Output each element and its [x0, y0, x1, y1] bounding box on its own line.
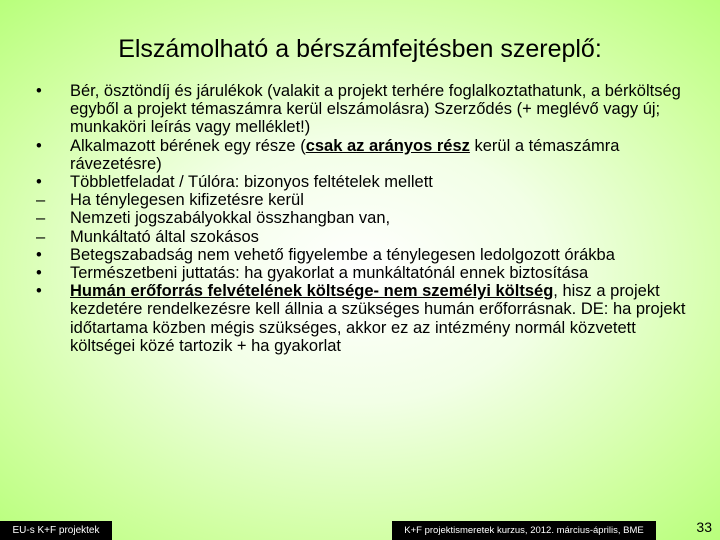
dash-marker: – — [36, 191, 46, 210]
list-item-text: Munkáltató által szokásos — [70, 227, 259, 246]
slide-title: Elszámolható a bérszámfejtésben szereplő: — [118, 35, 602, 63]
dash-marker: – — [36, 209, 46, 228]
bullet-marker: • — [36, 173, 42, 192]
list-item-text: Betegszabadság nem vehető figyelembe a ténylegesen ledolgozott órákba — [70, 245, 615, 264]
footer-label-left: EU-s K+F projektek — [0, 521, 112, 540]
emphasized-text: Humán erőforrás felvételének költsége- nem személyi költség — [70, 282, 554, 301]
bullet-marker: • — [36, 136, 42, 155]
bullet-marker: • — [36, 82, 42, 100]
list-item — [36, 246, 686, 264]
list-item-text: Ha ténylegesen kifizetésre kerül — [70, 191, 304, 210]
bullet-marker: • — [36, 282, 42, 301]
list-item-text: Nemzeti jogszabályokkal összhangban van, — [70, 209, 391, 228]
list-item — [36, 137, 686, 173]
sub-list-item — [36, 209, 686, 227]
list-item-text: Bér, ösztöndíj és járulékok (valakit a projekt terhére foglalkoztathatunk, a bérköltség egyből a projekt témaszámra kerül elszámolásra) Szerződés (+ meglévő vagy új; munkaköri leírás vagy melléklet!) — [70, 82, 681, 137]
list-item-text: kerül a témaszámra rávezetésre) — [70, 136, 620, 173]
bullet-marker: • — [36, 264, 42, 283]
list-item — [36, 264, 686, 282]
list-item-text: Többletfeladat / Túlóra: bizonyos feltételek mellett — [70, 173, 433, 192]
emphasized-text: csak az arányos rész — [305, 136, 470, 155]
slide-content — [36, 82, 686, 355]
dash-marker: – — [36, 227, 46, 246]
list-item — [36, 173, 686, 191]
bullet-marker: • — [36, 245, 42, 264]
sub-list-item — [36, 228, 686, 246]
list-item — [36, 82, 686, 137]
list-item — [36, 282, 686, 355]
list-item-text: Alkalmazott bérének egy része ( — [70, 136, 306, 155]
sub-list-item — [36, 191, 686, 209]
footer-label-right: K+F projektismeretek kurzus, 2012. március-április, BME — [392, 521, 656, 540]
list-item-text: , hisz a projekt kezdetére rendelkezésre kell állnia a szükséges humán erőforrásnak. DE: ha projekt időtartama közben mégis szükséges, akkor ez az intézmény normál közvetett költségei közé tartozik + ha gyakorlat — [70, 282, 686, 355]
list-item-text: Természetbeni juttatás: ha gyakorlat a munkáltatónál ennek biztosítása — [70, 264, 589, 283]
page-number: 33 — [696, 519, 712, 535]
